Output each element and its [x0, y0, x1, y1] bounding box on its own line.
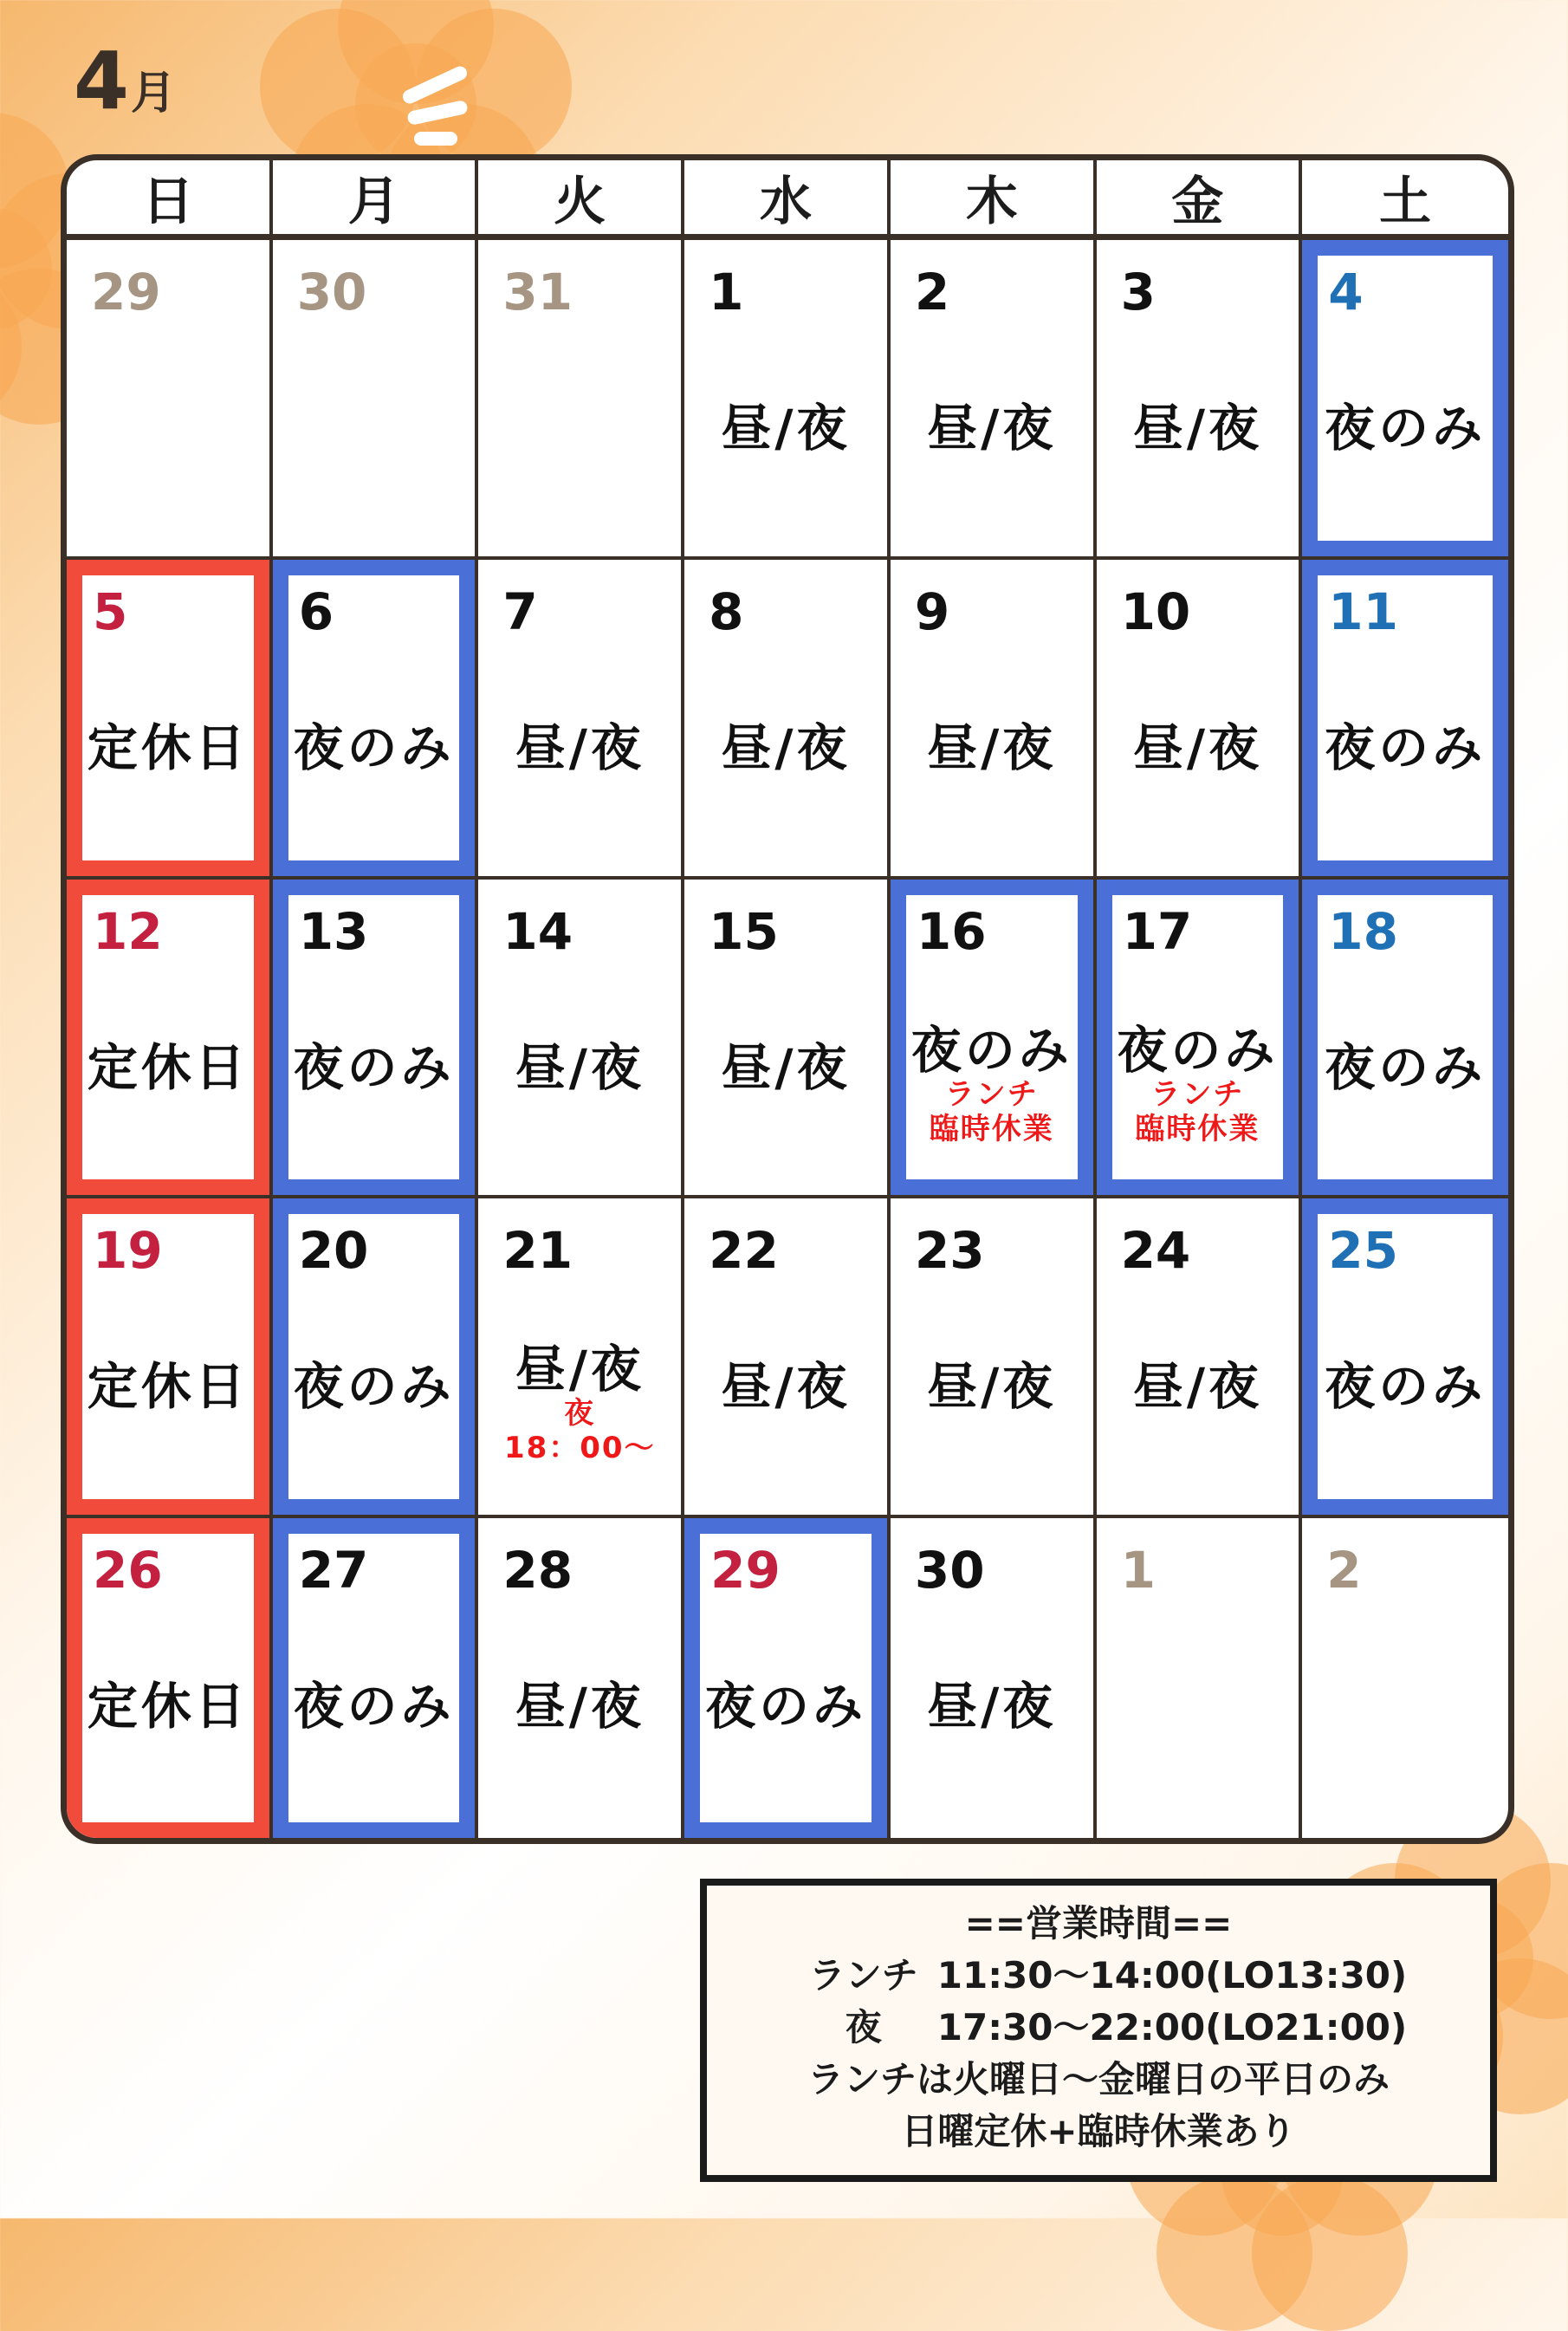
- date-number: 20: [298, 1221, 369, 1281]
- special-note: 18：00～: [503, 1431, 656, 1466]
- calendar-day-cell: [273, 240, 479, 560]
- service-status: 昼/夜: [515, 1340, 645, 1399]
- service-status: 昼/夜: [927, 1677, 1057, 1737]
- date-number: 9: [914, 581, 950, 641]
- calendar-day-cell: [1302, 1198, 1508, 1518]
- calendar-day-cell: [1302, 1518, 1508, 1838]
- calendar-day-cell: [478, 560, 684, 880]
- service-status: 昼/夜: [927, 717, 1057, 777]
- weekday-header: 月: [273, 160, 479, 240]
- date-number: 1: [709, 263, 744, 321]
- date-number: 23: [914, 1221, 985, 1281]
- calendar-day-cell: [1097, 560, 1303, 880]
- service-status: 夜のみ: [910, 1020, 1072, 1080]
- lunch-hours-row: [722, 1950, 1474, 2002]
- service-status: 昼/夜: [1132, 717, 1263, 777]
- calendar-grid: [61, 154, 1514, 1844]
- sparkle-decoration: [414, 132, 457, 146]
- weekday-header: 木: [891, 160, 1097, 240]
- date-number: 13: [298, 901, 369, 961]
- date-number: 28: [502, 1541, 573, 1601]
- special-note: 夜: [564, 1396, 596, 1432]
- service-status: 夜のみ: [293, 717, 455, 777]
- date-number: 10: [1120, 581, 1191, 641]
- service-status: 夜のみ: [1325, 1037, 1487, 1097]
- special-note: ランチ: [1150, 1076, 1245, 1112]
- calendar-day-cell: [478, 1198, 684, 1518]
- calendar-day-cell: [478, 880, 684, 1199]
- date-number: 2: [1326, 1541, 1362, 1601]
- date-number: 2: [914, 263, 950, 321]
- date-number: 30: [914, 1541, 985, 1601]
- calendar-day-cell: [684, 240, 891, 560]
- calendar-day-cell: [67, 1518, 273, 1838]
- calendar-day-cell: [684, 560, 891, 880]
- date-number: 29: [710, 1541, 781, 1601]
- calendar-day-cell: [1097, 1198, 1303, 1518]
- weekday-header: 水: [684, 160, 891, 240]
- calendar-day-cell: [1302, 880, 1508, 1199]
- service-status: 昼/夜: [515, 717, 645, 777]
- date-number: 21: [502, 1221, 573, 1281]
- date-number: 11: [1328, 581, 1398, 641]
- date-number: 6: [298, 581, 334, 641]
- service-status: 昼/夜: [721, 1357, 851, 1417]
- service-status: 昼/夜: [927, 399, 1057, 458]
- service-status: 夜のみ: [1325, 717, 1487, 777]
- date-number: 24: [1120, 1221, 1191, 1281]
- lunch-label: ランチ: [808, 1954, 918, 1997]
- service-status: 夜のみ: [293, 1357, 455, 1417]
- weekday-header: 日: [67, 160, 273, 240]
- special-note: 臨時休業: [1135, 1111, 1260, 1146]
- service-status: 夜のみ: [704, 1677, 866, 1737]
- dinner-hours-row: [722, 2002, 1474, 2054]
- service-status: 夜のみ: [293, 1677, 455, 1737]
- service-status: 昼/夜: [515, 1677, 645, 1737]
- service-status: 夜のみ: [1325, 399, 1487, 458]
- calendar-day-cell: [67, 880, 273, 1199]
- date-number: 12: [93, 901, 163, 961]
- dinner-time: 17:30～22:00(LO21:00): [936, 2006, 1408, 2049]
- date-number: 8: [709, 581, 744, 641]
- calendar-day-cell: [67, 1198, 273, 1518]
- calendar-day-cell: [891, 240, 1097, 560]
- date-number: 1: [1120, 1541, 1156, 1601]
- service-status: 昼/夜: [1132, 1357, 1263, 1417]
- service-status: 昼/夜: [515, 1037, 645, 1097]
- service-status: 定休日: [87, 1677, 249, 1737]
- date-number: 4: [1328, 263, 1364, 321]
- date-number: 15: [709, 901, 779, 961]
- service-status: 定休日: [87, 1357, 249, 1417]
- month-number: 4: [74, 35, 132, 127]
- calendar-day-cell: [891, 1198, 1097, 1518]
- service-status: 夜のみ: [293, 1037, 455, 1097]
- calendar-day-cell: [273, 560, 479, 880]
- weekday-header: 金: [1097, 160, 1303, 240]
- calendar-day-cell: [478, 1518, 684, 1838]
- weekday-header: 土: [1302, 160, 1508, 240]
- date-number: 26: [93, 1541, 163, 1601]
- calendar-day-cell: [891, 560, 1097, 880]
- date-number: 7: [502, 581, 538, 641]
- hours-heading: ==営業時間==: [964, 1902, 1233, 1945]
- service-status: 定休日: [87, 717, 249, 777]
- calendar-day-cell: [1097, 1518, 1303, 1838]
- lunch-days-note: ランチは火曜日～金曜日の平日のみ: [807, 2058, 1390, 2100]
- closed-days-note: 日曜定休+臨時休業あり: [901, 2110, 1296, 2152]
- calendar-day-cell: [273, 1198, 479, 1518]
- service-status: 夜のみ: [1117, 1020, 1279, 1080]
- calendar-day-cell: [1302, 560, 1508, 880]
- special-note: 臨時休業: [929, 1111, 1054, 1146]
- service-status: 昼/夜: [721, 1037, 851, 1097]
- date-number: 30: [296, 263, 367, 321]
- service-status: 昼/夜: [927, 1357, 1057, 1417]
- calendar-day-cell: [684, 1518, 891, 1838]
- service-status: 昼/夜: [1132, 399, 1263, 458]
- calendar-day-cell: [1097, 240, 1303, 560]
- service-status: 昼/夜: [721, 399, 851, 458]
- calendar-day-cell: [1097, 880, 1303, 1199]
- business-hours-box: [700, 1879, 1497, 2182]
- date-number: 31: [502, 263, 573, 321]
- month-title: [74, 35, 178, 127]
- calendar-day-cell: [891, 880, 1097, 1199]
- date-number: 25: [1328, 1221, 1398, 1281]
- date-number: 18: [1328, 901, 1398, 961]
- service-status: 昼/夜: [721, 717, 851, 777]
- calendar-day-cell: [1302, 240, 1508, 560]
- calendar-day-cell: [273, 880, 479, 1199]
- date-number: 19: [93, 1221, 163, 1281]
- dinner-label: 夜: [845, 2006, 882, 2049]
- calendar-day-cell: [67, 240, 273, 560]
- special-note: ランチ: [944, 1076, 1039, 1112]
- calendar-day-cell: [684, 880, 891, 1199]
- calendar-day-cell: [478, 240, 684, 560]
- calendar-day-cell: [684, 1198, 891, 1518]
- service-status: 定休日: [87, 1037, 249, 1097]
- calendar-day-cell: [273, 1518, 479, 1838]
- weekday-header: 火: [478, 160, 684, 240]
- date-number: 27: [298, 1541, 369, 1601]
- date-number: 29: [91, 263, 161, 321]
- date-number: 5: [93, 581, 128, 641]
- date-number: 3: [1120, 263, 1156, 321]
- date-number: 16: [916, 901, 987, 961]
- lunch-time: 11:30～14:00(LO13:30): [936, 1954, 1408, 1997]
- calendar-day-cell: [891, 1518, 1097, 1838]
- month-unit: 月: [131, 68, 178, 120]
- service-status: 夜のみ: [1325, 1357, 1487, 1417]
- date-number: 14: [502, 901, 573, 961]
- date-number: 22: [709, 1221, 779, 1281]
- calendar-day-cell: [67, 560, 273, 880]
- date-number: 17: [1122, 901, 1193, 961]
